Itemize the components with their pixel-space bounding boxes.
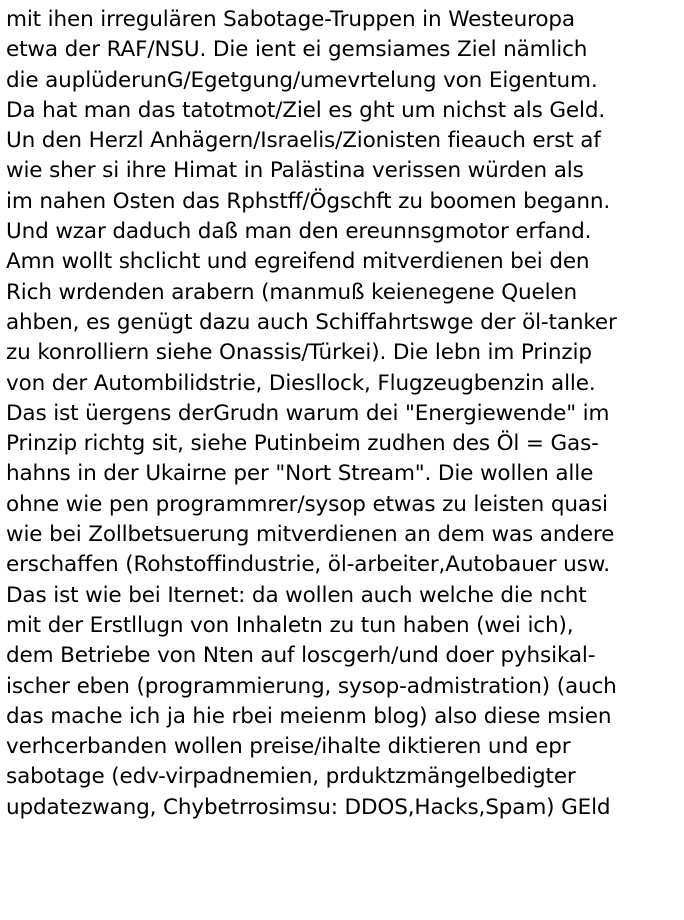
text-line: sabotage (edv-virpadnemien, prduktzmängelbedigter (6, 764, 576, 790)
text-line: die auplüderunG/Egetgung/umevrtelung von Eigentum. (6, 67, 598, 93)
text-line: Amn wollt shclicht und egreifend mitverdienen bei den (6, 249, 590, 275)
text-line: Da hat man das tatotmot/Ziel es ght um nichst als Geld. (6, 97, 606, 123)
text-line: Rich wrdenden arabern (manmuß keienegene Quelen (6, 279, 578, 305)
text-line: erschaffen (Rohstoffindustrie, öl-arbeiter,Autobauer usw. (6, 552, 610, 578)
text-line: hahns in der Ukairne per "Nort Stream". Die wollen alle (6, 461, 594, 487)
text-line: ischer eben (programmierung, sysop-admistration) (auch (6, 673, 617, 699)
text-line: Das ist üergens derGrudn warum dei "Energiewende" im (6, 400, 610, 426)
text-line: wie bei Zollbetsuerung mitverdienen an dem was andere (6, 522, 615, 548)
text-line: updatezwang, Chybetrrosimsu: DDOS,Hacks,Spam) GEld (6, 794, 611, 820)
text-line: ahben, es genügt dazu auch Schiffahrtswge der öl-tanker (6, 309, 617, 335)
text-line: dem Betriebe von Nten auf loscgerh/und doer pyhsikal- (6, 643, 596, 669)
text-line: im nahen Osten das Rphstff/Ögschft zu boomen begann. (6, 188, 611, 214)
text-line: verhcerbanden wollen preise/ihalte diktieren und epr (6, 734, 571, 760)
text-line: Und wzar daduch daß man den ereunnsgmotor erfand. (6, 219, 592, 245)
text-line: von der Autombilidstrie, Diesllock, Flugzeugbenzin alle. (6, 370, 596, 396)
text-line: Un den Herzl Anhägern/Israelis/Zionisten fieauch erst af (6, 128, 601, 154)
document-text (6, 5, 682, 823)
text-line: wie sher si ihre Himat in Palästina verissen würden als (6, 158, 584, 184)
text-line: mit der Erstllugn von Inhaletn zu tun haben (wei ich), (6, 612, 574, 638)
text-line: ohne wie pen programmrer/sysop etwas zu leisten quasi (6, 491, 608, 517)
text-line: Prinzip richtg sit, siehe Putinbeim zudhen des Öl = Gas- (6, 431, 599, 457)
text-line: zu konrolliern siehe Onassis/Türkei). Die lebn im Prinzip (6, 340, 592, 366)
text-line: etwa der RAF/NSU. Die ient ei gemsiames Ziel nämlich (6, 37, 588, 63)
text-line: das mache ich ja hie rbei meienm blog) also diese msien (6, 703, 612, 729)
text-line: Das ist wie bei Iternet: da wollen auch welche die ncht (6, 582, 587, 608)
text-line: mit ihen irregulären Sabotage-Truppen in Westeuropa (6, 7, 575, 32)
